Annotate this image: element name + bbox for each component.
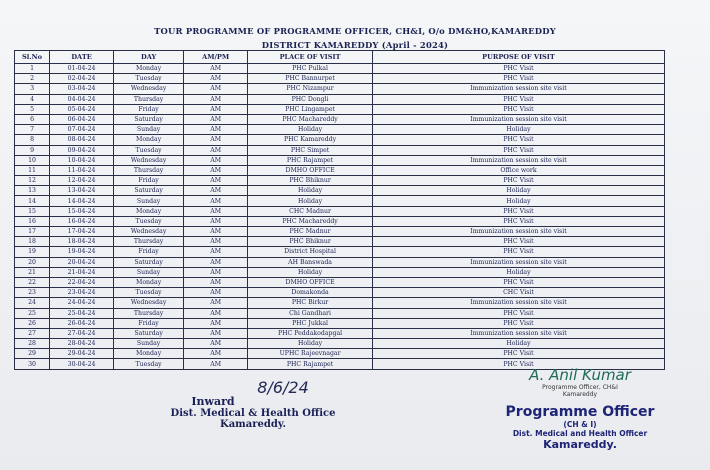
cell-ampm: AM <box>184 318 248 328</box>
cell-purpose: Immunization session site visit <box>372 114 664 124</box>
cell-slno: 22 <box>15 277 50 287</box>
cell-day: Tuesday <box>114 288 184 298</box>
table-row <box>15 237 665 247</box>
cell-date: 05-04-24 <box>50 104 114 114</box>
cell-day: Saturday <box>114 257 184 267</box>
cell-place: District Hospital <box>248 247 373 257</box>
table-row <box>15 308 665 318</box>
cell-day: Tuesday <box>114 145 184 155</box>
cell-purpose: CHC Visit <box>372 288 664 298</box>
cell-day: Tuesday <box>114 359 184 369</box>
cell-place: PHC Machareddy <box>248 114 373 124</box>
cell-slno: 30 <box>15 359 50 369</box>
cell-slno: 16 <box>15 216 50 226</box>
table-row <box>15 247 665 257</box>
cell-slno: 18 <box>15 237 50 247</box>
cell-place: Holiday <box>248 339 373 349</box>
cell-slno: 23 <box>15 288 50 298</box>
cell-date: 24-04-24 <box>50 298 114 308</box>
cell-ampm: AM <box>184 196 248 206</box>
cell-day: Sunday <box>114 267 184 277</box>
cell-ampm: AM <box>184 125 248 135</box>
column-header-date: DATE <box>50 51 114 64</box>
cell-day: Monday <box>114 206 184 216</box>
cell-purpose: Office work <box>372 165 664 175</box>
cell-purpose: PHC Visit <box>372 277 664 287</box>
table-row <box>15 196 665 206</box>
cell-day: Saturday <box>114 186 184 196</box>
cell-place: Chi Gandhari <box>248 308 373 318</box>
table-row <box>15 318 665 328</box>
cell-date: 29-04-24 <box>50 349 114 359</box>
cell-place: PHC Bannurpet <box>248 74 373 84</box>
cell-slno: 1 <box>15 64 50 74</box>
cell-date: 06-04-24 <box>50 114 114 124</box>
cell-slno: 24 <box>15 298 50 308</box>
cell-place: PHC Birkur <box>248 298 373 308</box>
cell-date: 20-04-24 <box>50 257 114 267</box>
cell-slno: 14 <box>15 196 50 206</box>
cell-ampm: AM <box>184 206 248 216</box>
cell-slno: 20 <box>15 257 50 267</box>
cell-date: 15-04-24 <box>50 206 114 216</box>
cell-slno: 26 <box>15 318 50 328</box>
cell-ampm: AM <box>184 267 248 277</box>
cell-place: DMHO OFFICE <box>248 277 373 287</box>
cell-day: Friday <box>114 176 184 186</box>
cell-purpose: Holiday <box>372 196 664 206</box>
cell-ampm: AM <box>184 94 248 104</box>
cell-ampm: AM <box>184 186 248 196</box>
cell-day: Wednesday <box>114 155 184 165</box>
cell-date: 03-04-24 <box>50 84 114 94</box>
cell-day: Friday <box>114 318 184 328</box>
table-row <box>15 339 665 349</box>
cell-slno: 29 <box>15 349 50 359</box>
cell-place: Domakonda <box>248 288 373 298</box>
table-row <box>15 74 665 84</box>
table-row <box>15 114 665 124</box>
table-header-row <box>15 51 665 64</box>
cell-place: PHC Kamareddy <box>248 135 373 145</box>
cell-slno: 13 <box>15 186 50 196</box>
cell-slno: 27 <box>15 328 50 338</box>
table-row <box>15 64 665 74</box>
document-subtitle: DISTRICT KAMAREDDY (April - 2024) <box>261 40 449 50</box>
cell-place: PHC Simpet <box>248 145 373 155</box>
table-row <box>15 145 665 155</box>
cell-purpose: Holiday <box>372 267 664 277</box>
cell-place: Holiday <box>248 186 373 196</box>
cell-purpose: PHC Visit <box>372 206 664 216</box>
cell-ampm: AM <box>184 176 248 186</box>
cell-slno: 10 <box>15 155 50 165</box>
cell-purpose: PHC Visit <box>372 237 664 247</box>
cell-day: Thursday <box>114 165 184 175</box>
officer-caption: Programme Officer, CH&I <box>542 384 618 391</box>
column-header-day: DAY <box>114 51 184 64</box>
cell-day: Thursday <box>114 237 184 247</box>
cell-ampm: AM <box>184 277 248 287</box>
cell-date: 13-04-24 <box>50 186 114 196</box>
cell-date: 02-04-24 <box>50 74 114 84</box>
cell-ampm: AM <box>184 349 248 359</box>
table-body <box>15 64 665 370</box>
office-location: Kamareddy. <box>220 419 286 430</box>
cell-ampm: AM <box>184 84 248 94</box>
cell-ampm: AM <box>184 247 248 257</box>
table-row <box>15 94 665 104</box>
cell-slno: 25 <box>15 308 50 318</box>
cell-purpose: Immunization session site visit <box>372 84 664 94</box>
cell-place: PHC Lingampet <box>248 104 373 114</box>
cell-date: 17-04-24 <box>50 227 114 237</box>
cell-day: Sunday <box>114 125 184 135</box>
handwritten-signature: 8/6/24 <box>257 378 309 397</box>
cell-place: PHC Madnur <box>248 227 373 237</box>
cell-ampm: AM <box>184 359 248 369</box>
cell-place: PHC Jukkal <box>248 318 373 328</box>
cell-purpose: Immunization session site visit <box>372 298 664 308</box>
cell-ampm: AM <box>184 74 248 84</box>
cell-purpose: PHC Visit <box>372 216 664 226</box>
column-header-slno: Sl.No <box>15 51 50 64</box>
cell-place: Holiday <box>248 125 373 135</box>
cell-day: Friday <box>114 247 184 257</box>
table-row <box>15 216 665 226</box>
cell-date: 25-04-24 <box>50 308 114 318</box>
cell-slno: 21 <box>15 267 50 277</box>
cell-date: 16-04-24 <box>50 216 114 226</box>
inward-stamp <box>148 378 358 430</box>
cell-purpose: PHC Visit <box>372 135 664 145</box>
cell-slno: 3 <box>15 84 50 94</box>
cell-purpose: PHC Visit <box>372 74 664 84</box>
table-row <box>15 206 665 216</box>
cell-date: 04-04-24 <box>50 94 114 104</box>
cell-place: PHC Bhiknur <box>248 176 373 186</box>
cell-ampm: AM <box>184 339 248 349</box>
cell-purpose: Immunization session site visit <box>372 227 664 237</box>
cell-day: Friday <box>114 104 184 114</box>
cell-purpose: PHC Visit <box>372 94 664 104</box>
cell-day: Saturday <box>114 328 184 338</box>
cell-slno: 19 <box>15 247 50 257</box>
table-row <box>15 267 665 277</box>
cell-ampm: AM <box>184 288 248 298</box>
table-row <box>15 298 665 308</box>
cell-slno: 7 <box>15 125 50 135</box>
cell-ampm: AM <box>184 135 248 145</box>
cell-purpose: Immunization session site visit <box>372 257 664 267</box>
cell-day: Tuesday <box>114 216 184 226</box>
cell-day: Saturday <box>114 114 184 124</box>
cell-purpose: Immunization session site visit <box>372 328 664 338</box>
cell-place: Holiday <box>248 267 373 277</box>
cell-day: Wednesday <box>114 227 184 237</box>
cell-purpose: PHC Visit <box>372 359 664 369</box>
cell-purpose: PHC Visit <box>372 318 664 328</box>
cell-purpose: Holiday <box>372 125 664 135</box>
cell-slno: 28 <box>15 339 50 349</box>
cell-date: 21-04-24 <box>50 267 114 277</box>
table-row <box>15 257 665 267</box>
officer-stamp-title: Programme Officer <box>505 404 655 420</box>
cell-purpose: Immunization session site visit <box>372 155 664 165</box>
officer-signature-block <box>470 366 690 451</box>
cell-date: 27-04-24 <box>50 328 114 338</box>
officer-signature: A. Anil Kumar <box>529 366 631 384</box>
cell-date: 12-04-24 <box>50 176 114 186</box>
cell-ampm: AM <box>184 328 248 338</box>
table-row <box>15 84 665 94</box>
cell-day: Sunday <box>114 196 184 206</box>
cell-slno: 8 <box>15 135 50 145</box>
cell-day: Thursday <box>114 94 184 104</box>
table-row <box>15 349 665 359</box>
office-name: Dist. Medical & Health Office <box>170 408 336 419</box>
cell-slno: 9 <box>15 145 50 155</box>
cell-date: 30-04-24 <box>50 359 114 369</box>
officer-stamp-sub: (CH & I) <box>563 420 597 429</box>
cell-ampm: AM <box>184 227 248 237</box>
cell-ampm: AM <box>184 308 248 318</box>
cell-place: PHC Pulkal <box>248 64 373 74</box>
cell-place: Holiday <box>248 196 373 206</box>
cell-place: PHC Bhiknur <box>248 237 373 247</box>
cell-date: 09-04-24 <box>50 145 114 155</box>
cell-purpose: PHC Visit <box>372 104 664 114</box>
cell-ampm: AM <box>184 237 248 247</box>
cell-slno: 5 <box>15 104 50 114</box>
cell-day: Wednesday <box>114 298 184 308</box>
cell-date: 22-04-24 <box>50 277 114 287</box>
cell-slno: 15 <box>15 206 50 216</box>
cell-purpose: Holiday <box>372 339 664 349</box>
cell-place: PHC Rajampet <box>248 155 373 165</box>
cell-slno: 6 <box>15 114 50 124</box>
cell-ampm: AM <box>184 165 248 175</box>
cell-ampm: AM <box>184 64 248 74</box>
cell-date: 28-04-24 <box>50 339 114 349</box>
cell-place: CHC Madnur <box>248 206 373 216</box>
cell-date: 23-04-24 <box>50 288 114 298</box>
cell-date: 07-04-24 <box>50 125 114 135</box>
cell-purpose: PHC Visit <box>372 176 664 186</box>
cell-place: PHC Rajampet <box>248 359 373 369</box>
table-row <box>15 165 665 175</box>
cell-purpose: PHC Visit <box>372 349 664 359</box>
table-row <box>15 186 665 196</box>
cell-slno: 12 <box>15 176 50 186</box>
cell-place: PHC Machareddy <box>248 216 373 226</box>
inward-label: Inward <box>191 395 235 408</box>
cell-day: Tuesday <box>114 74 184 84</box>
cell-day: Monday <box>114 64 184 74</box>
cell-purpose: PHC Visit <box>372 247 664 257</box>
cell-day: Wednesday <box>114 84 184 94</box>
cell-place: UPHC Rajeevnagar <box>248 349 373 359</box>
cell-day: Sunday <box>114 339 184 349</box>
column-header-ampm: AM/PM <box>184 51 248 64</box>
cell-place: PHC Dongli <box>248 94 373 104</box>
table-row <box>15 155 665 165</box>
table-row <box>15 135 665 145</box>
cell-day: Thursday <box>114 308 184 318</box>
table-row <box>15 125 665 135</box>
column-header-place: PLACE OF VISIT <box>248 51 373 64</box>
table-row <box>15 227 665 237</box>
cell-date: 11-04-24 <box>50 165 114 175</box>
cell-day: Monday <box>114 135 184 145</box>
cell-ampm: AM <box>184 257 248 267</box>
cell-ampm: AM <box>184 145 248 155</box>
cell-date: 14-04-24 <box>50 196 114 206</box>
cell-ampm: AM <box>184 216 248 226</box>
cell-place: PHC Peddakodapgal <box>248 328 373 338</box>
table-row <box>15 176 665 186</box>
cell-day: Monday <box>114 277 184 287</box>
cell-ampm: AM <box>184 155 248 165</box>
cell-place: PHC Nizampur <box>248 84 373 94</box>
column-header-purpose: PURPOSE OF VISIT <box>372 51 664 64</box>
table-row <box>15 328 665 338</box>
cell-purpose: PHC Visit <box>372 64 664 74</box>
cell-ampm: AM <box>184 298 248 308</box>
cell-place: DMHO OFFICE <box>248 165 373 175</box>
cell-slno: 11 <box>15 165 50 175</box>
cell-date: 26-04-24 <box>50 318 114 328</box>
cell-purpose: Holiday <box>372 186 664 196</box>
cell-slno: 4 <box>15 94 50 104</box>
document-title: TOUR PROGRAMME OF PROGRAMME OFFICER, CH&I, O/o DM&HO,KAMAREDDY <box>154 26 556 36</box>
cell-date: 18-04-24 <box>50 237 114 247</box>
officer-caption-location: Kamareddy <box>562 391 598 398</box>
cell-date: 10-04-24 <box>50 155 114 165</box>
table-row <box>15 288 665 298</box>
cell-day: Monday <box>114 349 184 359</box>
officer-stamp-office: Dist. Medical and Health Officer <box>512 429 648 438</box>
cell-date: 19-04-24 <box>50 247 114 257</box>
cell-date: 01-04-24 <box>50 64 114 74</box>
cell-date: 08-04-24 <box>50 135 114 145</box>
cell-place: AH Banswada <box>248 257 373 267</box>
cell-purpose: PHC Visit <box>372 308 664 318</box>
cell-ampm: AM <box>184 104 248 114</box>
officer-stamp-location: Kamareddy. <box>543 438 617 451</box>
cell-ampm: AM <box>184 114 248 124</box>
table-row <box>15 277 665 287</box>
cell-slno: 17 <box>15 227 50 237</box>
table-row <box>15 104 665 114</box>
cell-purpose: PHC Visit <box>372 145 664 155</box>
tour-programme-table <box>14 50 665 370</box>
cell-slno: 2 <box>15 74 50 84</box>
